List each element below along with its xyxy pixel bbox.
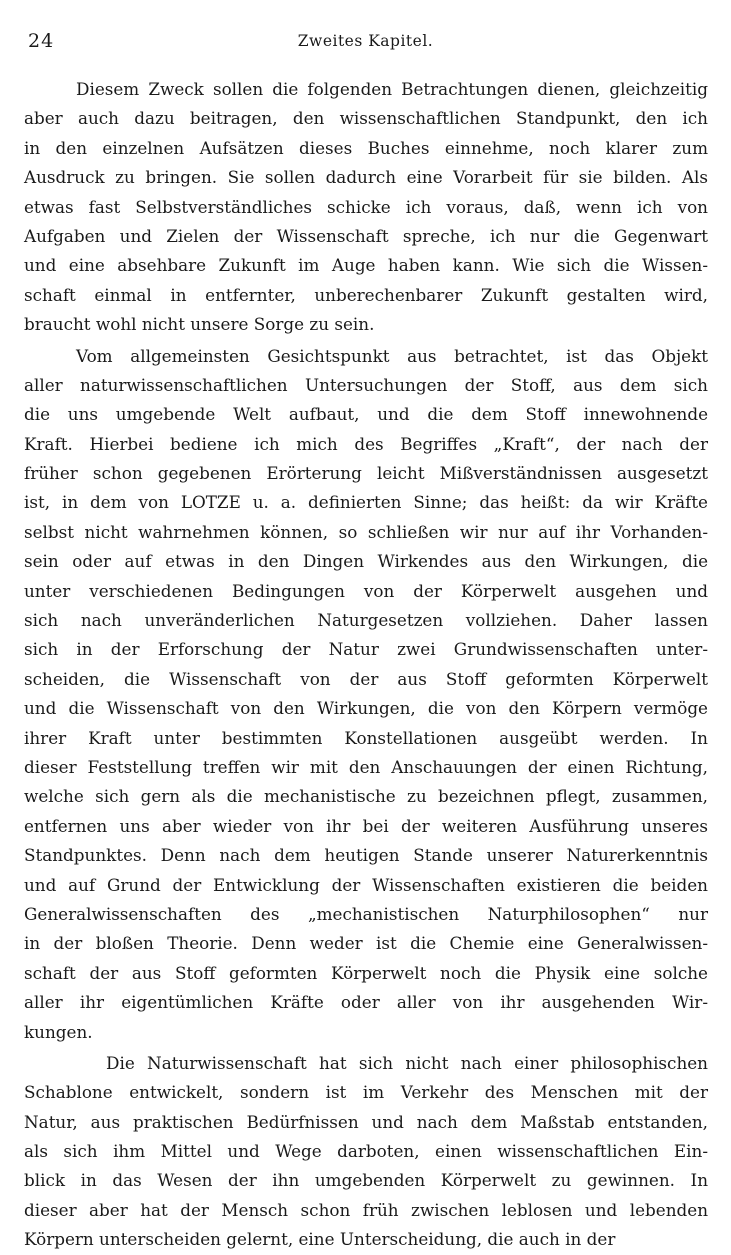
text-line: und auf Grund der Entwicklung der Wissenschaften existieren die beiden (24, 874, 708, 895)
page-header (28, 30, 703, 58)
text-line: aller naturwissenschaftlichen Untersuchungen der Stoff, aus dem sich (24, 374, 708, 395)
text-line: Ausdruck zu bringen. Sie sollen dadurch eine Vorarbeit für sie bilden. Als (24, 167, 708, 188)
text-line: schaft der aus Stoff geformten Körperwelt noch die Physik eine solche (24, 962, 708, 983)
body-text (24, 75, 708, 1255)
text-line: sich in der Erforschung der Natur zwei Grundwissenschaften unter- (24, 639, 708, 660)
page-number: 24 (28, 30, 55, 52)
text-line: früher schon gegebenen Erörterung leicht Mißverständnissen ausgesetzt (24, 463, 708, 484)
text-line: Generalwissenschaften des „mechanistischen Naturphilosophen“ nur (24, 903, 708, 924)
text-line: in der bloßen Theorie. Denn weder ist die Chemie eine Generalwissen- (24, 933, 708, 954)
text-line: und eine absehbare Zukunft im Auge haben kann. Wie sich die Wissen- (24, 255, 708, 276)
text-line: aller ihr eigentümlichen Kräfte oder aller von ihr ausgehenden Wir- (24, 992, 708, 1013)
text-line: Kraft. Hierbei bediene ich mich des Begriffes „Kraft“, der nach der (24, 433, 708, 454)
text-line: Schablone entwickelt, sondern ist im Verkehr des Menschen mit der (24, 1082, 708, 1103)
text-line: Aufgaben und Zielen der Wissenschaft spreche, ich nur die Gegenwart (24, 225, 708, 246)
paragraph (24, 75, 708, 340)
text-line: kungen. (24, 1021, 93, 1042)
text-line: ist, in dem von LOTZE u. a. definierten Sinne; das heißt: da wir Kräfte (24, 492, 708, 513)
text-line: unter verschiedenen Bedingungen von der Körperwelt ausgehen und (24, 580, 708, 601)
paragraph (24, 342, 708, 1047)
text-line: als sich ihm Mittel und Wege darboten, einen wissenschaftlichen Ein- (24, 1141, 708, 1162)
text-line: Standpunktes. Denn nach dem heutigen Stande unserer Naturerkenntnis (24, 845, 708, 866)
text-line: dieser aber hat der Mensch schon früh zwischen leblosen und lebenden (24, 1199, 708, 1220)
text-line: sein oder auf etwas in den Dingen Wirkendes aus den Wirkungen, die (24, 551, 708, 572)
text-line: scheiden, die Wissenschaft von der aus Stoff geformten Körperwelt (24, 668, 708, 689)
running-title: Zweites Kapitel. (297, 32, 434, 50)
text-line: welche sich gern als die mechanistische zu bezeichnen pflegt, zusammen, (24, 786, 708, 807)
text-line: Körpern unterscheiden gelernt, eine Unterscheidung, die auch in der (24, 1229, 616, 1250)
text-line: und die Wissenschaft von den Wirkungen, die von den Körpern vermöge (24, 698, 708, 719)
text-line: dieser Feststellung treffen wir mit den Anschauungen der einen Richtung, (24, 756, 708, 777)
text-line: entfernen uns aber wieder von ihr bei der weiteren Ausführung unseres (24, 815, 708, 836)
text-line: Natur, aus praktischen Bedürfnissen und nach dem Maßstab entstanden, (24, 1111, 708, 1132)
text-line: etwas fast Selbstverständliches schicke ich voraus, daß, wenn ich von (24, 196, 708, 217)
text-line: ihrer Kraft unter bestimmten Konstellationen ausgeübt werden. In (24, 727, 708, 748)
text-line: Diesem Zweck sollen die folgenden Betrachtungen dienen, gleichzeitig (76, 79, 708, 99)
text-line: Die Naturwissenschaft hat sich nicht nach einer philosophischen (106, 1052, 708, 1073)
text-line: sich nach unveränderlichen Naturgesetzen vollziehen. Daher lassen (24, 610, 708, 631)
text-line: braucht wohl nicht unsere Sorge zu sein. (24, 314, 375, 335)
text-line: aber auch dazu beitragen, den wissenschaftlichen Standpunkt, den ich (24, 108, 708, 129)
text-line: schaft einmal in entfernter, unberechenbarer Zukunft gestalten wird, (24, 284, 708, 305)
text-line: die uns umgebende Welt aufbaut, und die dem Stoff innewohnende (24, 404, 708, 425)
text-line: Vom allgemeinsten Gesichtspunkt aus betrachtet, ist das Objekt (76, 345, 708, 366)
text-line: in den einzelnen Aufsätzen dieses Buches einnehme, noch klarer zum (24, 137, 708, 158)
text-line: selbst nicht wahrnehmen können, so schließen wir nur auf ihr Vorhanden- (24, 521, 708, 542)
text-line: blick in das Wesen der ihn umgebenden Körperwelt zu gewinnen. In (24, 1170, 708, 1191)
paragraph (24, 1049, 708, 1255)
